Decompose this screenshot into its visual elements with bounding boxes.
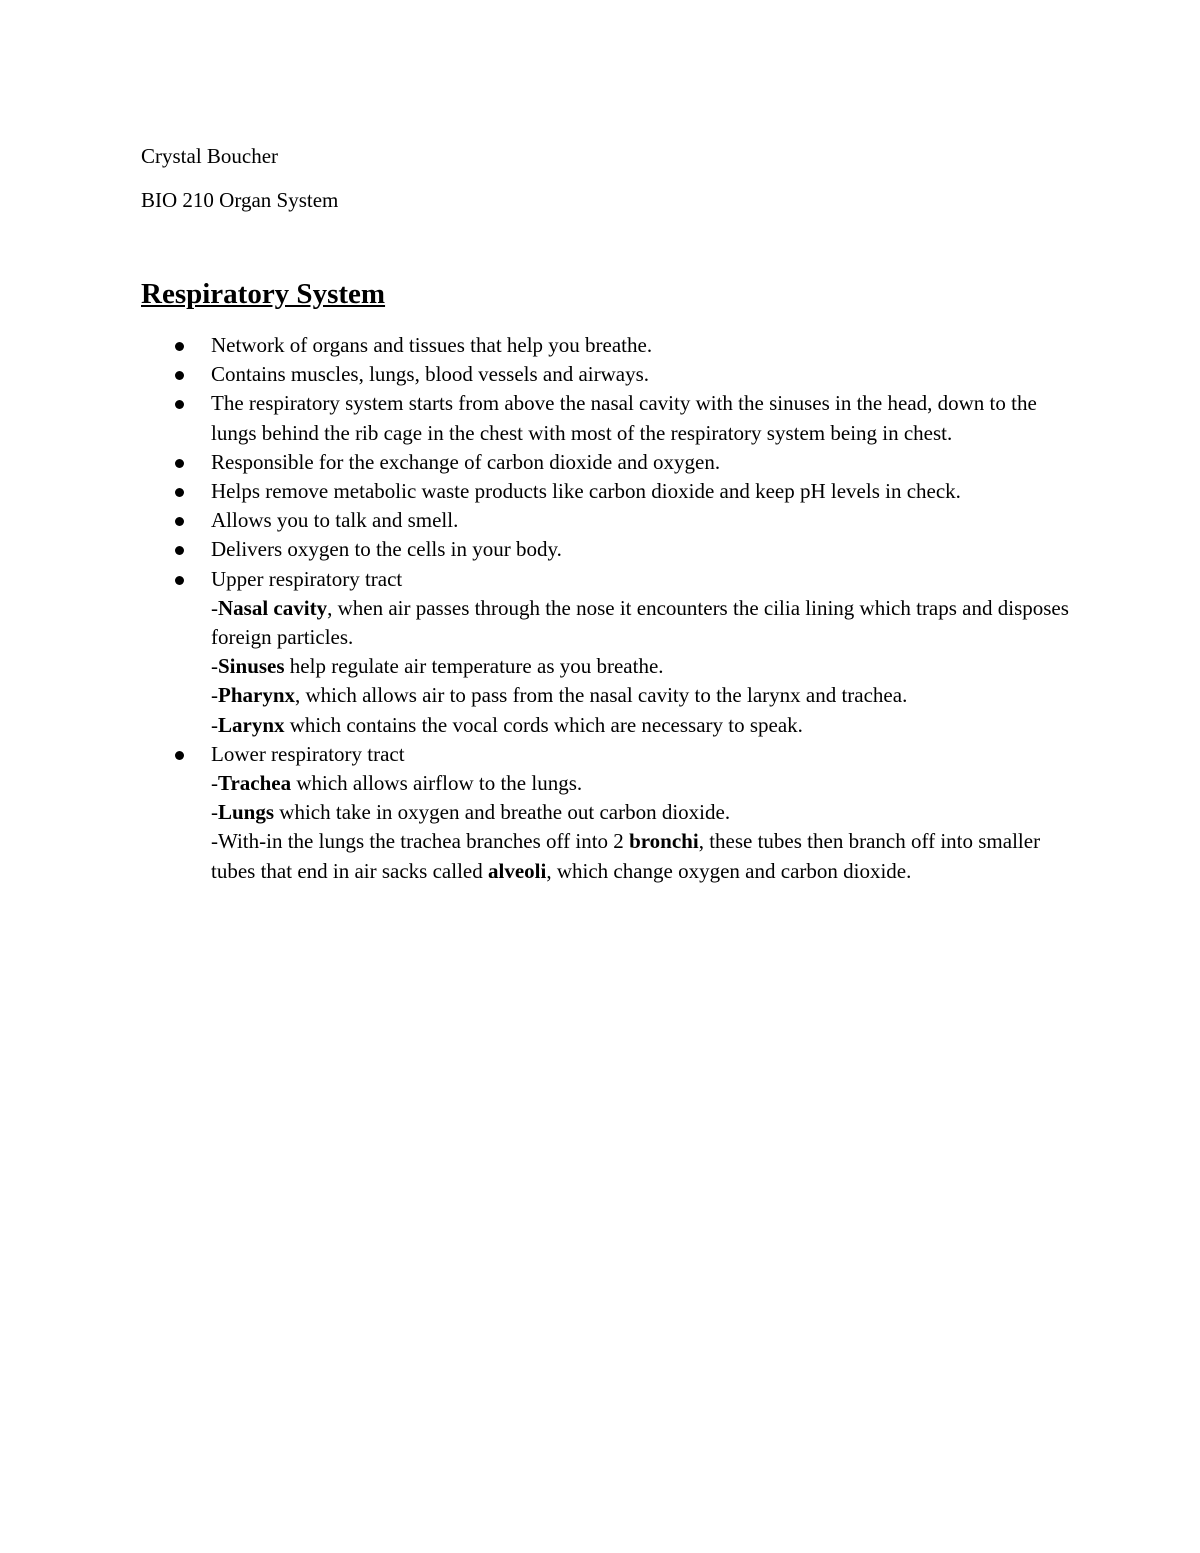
term-sinuses: Sinuses [218,654,285,679]
bullet-icon [175,400,184,409]
sub-item-nasal-cavity [211,594,1071,652]
sub-item-dash: - [211,683,218,708]
list-item [211,535,1071,564]
term-bronchi: bronchi [629,829,699,854]
sub-item-dash: - [211,595,218,620]
bullet-icon [175,546,184,555]
sub-item-pharynx [211,681,1071,710]
list-item-text: Allows you to talk and smell. [211,508,459,533]
sub-item-bronchi-alveoli [211,827,1071,885]
list-item-upper-tract [211,565,1071,740]
list-item-text: The respiratory system starts from above the nasal cavity with the sinuses in the head, down to the lungs behind the rib cage in the chest with most of the respiratory system being in chest. [211,391,1037,445]
term-trachea: Trachea [218,771,292,796]
list-item [211,360,1071,389]
bullet-icon [175,751,184,760]
bullet-icon [175,488,184,497]
sub-item-text: , which allows air to pass from the nasal cavity to the larynx and trachea. [295,683,908,708]
list-item-text: Network of organs and tissues that help you breathe. [211,333,653,357]
term-alveoli: alveoli [488,858,547,883]
list-item [211,448,1071,477]
sub-item-lungs [211,798,1071,827]
sub-item-dash: - [211,771,218,796]
sub-item-text: help regulate air temperature as you breathe. [284,654,664,679]
bullet-icon [175,459,184,468]
term-larynx: Larynx [218,712,285,737]
bullet-icon [175,342,184,351]
bullet-list [211,331,1071,886]
sub-item-text: , when air passes through the nose it encounters the cilia lining which traps and disposes foreign particles. [211,595,1069,650]
list-item-text: Lower respiratory tract [211,741,405,766]
term-lungs: Lungs [218,800,275,825]
list-item [211,331,1071,360]
sub-item-text: which allows airflow to the lungs. [291,771,583,796]
list-item-lower-tract [211,740,1071,886]
section-heading: Respiratory System [141,278,386,310]
sub-item-larynx [211,711,1071,740]
sub-item-dash: - [211,800,218,825]
list-item-text: Responsible for the exchange of carbon dioxide and oxygen. [211,449,721,474]
bullet-icon [175,371,184,380]
list-item-text: Helps remove metabolic waste products like carbon dioxide and keep pH levels in check. [211,479,961,504]
sub-item-text: which take in oxygen and breathe out carbon dioxide. [274,800,731,825]
sub-item-dash: - [211,654,218,679]
bullet-icon [175,517,184,526]
term-pharynx: Pharynx [218,683,296,708]
sub-item-text: , which change oxygen and carbon dioxide. [546,858,912,883]
list-item [211,506,1071,535]
list-item-text: Upper respiratory tract [211,566,403,591]
sub-item-trachea [211,769,1071,798]
bullet-icon [175,576,184,585]
term-nasal-cavity: Nasal cavity [218,595,328,620]
list-item [211,389,1071,447]
sub-item-text: which contains the vocal cords which are necessary to speak. [284,712,803,737]
list-item-text: Delivers oxygen to the cells in your body. [211,537,562,562]
author-name: Crystal Boucher [141,144,279,168]
sub-item-sinuses [211,652,1071,681]
list-item [211,477,1071,506]
sub-item-text: -With-in the lungs the trachea branches off into 2 [211,829,630,854]
sub-item-dash: - [211,712,218,737]
course-title: BIO 210 Organ System [141,188,339,212]
list-item-text: Contains muscles, lungs, blood vessels and airways. [211,362,650,387]
sub-item-text: , these tubes then branch off into smaller tubes that end in air sacks called [211,829,1041,883]
